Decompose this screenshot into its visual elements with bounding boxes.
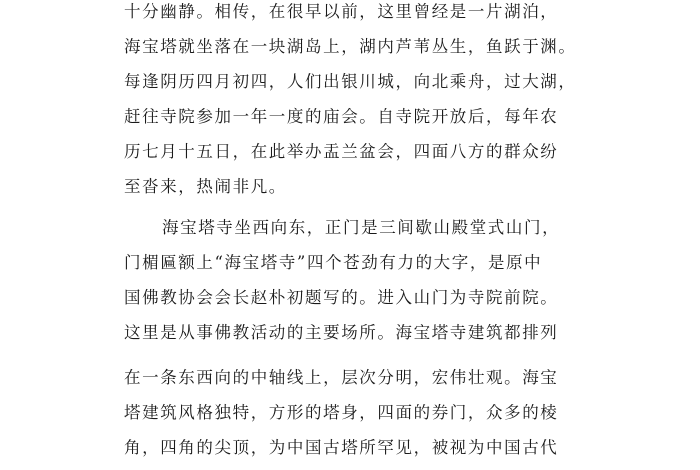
text-line-12: 塔建筑风格独特，方形的塔身，四面的券门，众多的棱 — [124, 403, 559, 422]
text-line-6: 至沓来，热闹非凡。 — [124, 177, 287, 196]
text-line-11: 在一条东西向的中轴线上，层次分明，宏伟壮观。海宝 — [124, 368, 559, 387]
text-line-7: 海宝塔寺坐西向东，正门是三间歇山殿堂式山门， — [162, 218, 561, 237]
text-line-2: 海宝塔就坐落在一块湖岛上，湖内芦苇丛生，鱼跃于渊。 — [124, 37, 576, 56]
text-line-10: 这里是从事佛教活动的主要场所。海宝塔寺建筑都排列 — [124, 323, 559, 342]
text-line-3: 每逢阴历四月初四，人们出银川城，向北乘舟，过大湖， — [124, 72, 576, 91]
document-page — [124, 0, 576, 470]
text-line-13: 角，四角的尖顶，为中国古塔所罕见，被视为中国古代 — [124, 438, 559, 457]
text-line-8: 门楣匾额上“海宝塔寺”四个苍劲有力的大字，是原中 — [124, 253, 543, 272]
text-line-5: 历七月十五日，在此举办盂兰盆会，四面八方的群众纷 — [124, 142, 559, 161]
text-line-9: 国佛教协会会长赵朴初题写的。进入山门为寺院前院。 — [124, 288, 559, 307]
text-line-4: 赶往寺院参加一年一度的庙会。自寺院开放后，每年农 — [124, 107, 559, 126]
text-line-1: 十分幽静。相传，在很早以前，这里曾经是一片湖泊， — [124, 2, 559, 21]
